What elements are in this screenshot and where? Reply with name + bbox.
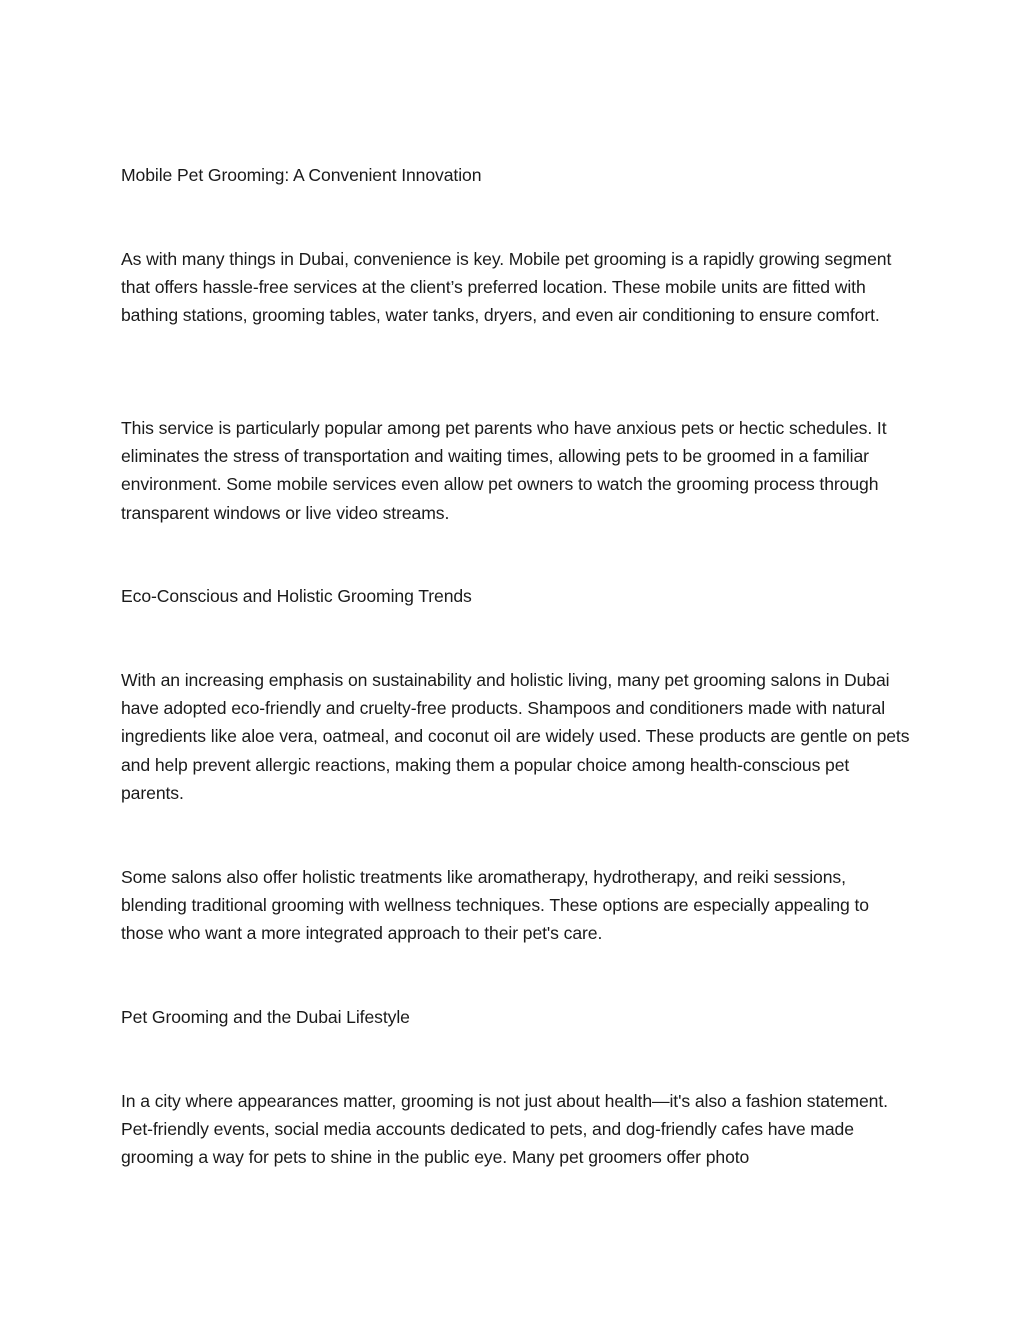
paragraph: With an increasing emphasis on sustainability and holistic living, many pet grooming salons in Dubai have adopted eco-friendly and cruelty-free products. Shampoos and conditioners made with natural ingredients like aloe vera, oatmeal, and coconut oil are widely used. These products are gentle on pets and help prevent allergic reactions, making them a popular choice among health-conscious pet parents. bbox=[121, 670, 910, 803]
paragraph: In a city where appearances matter, grooming is not just about health—it's also a fashion statement. Pet-friendly events, social media accounts dedicated to pets, and dog-friendly cafes have made grooming a way for pets to shine in the public eye. Many pet groomers offer photo bbox=[121, 1091, 888, 1168]
section-heading-mobile-grooming: Mobile Pet Grooming: A Convenient Innovation bbox=[121, 165, 482, 185]
paragraph: Some salons also offer holistic treatments like aromatherapy, hydrotherapy, and reiki sessions, blending traditional grooming with wellness techniques. These options are especially appealing to those who want a more integrated approach to their pet's care. bbox=[121, 867, 869, 944]
section-heading-dubai-lifestyle: Pet Grooming and the Dubai Lifestyle bbox=[121, 1007, 410, 1027]
paragraph: As with many things in Dubai, convenience is key. Mobile pet grooming is a rapidly growing segment that offers hassle-free services at the client’s preferred location. These mobile units are fitted with bathing stations, grooming tables, water tanks, dryers, and even air conditioning to ensure comfort. bbox=[121, 249, 892, 326]
section-heading-eco-conscious: Eco-Conscious and Holistic Grooming Trends bbox=[121, 586, 472, 606]
paragraph: This service is particularly popular among pet parents who have anxious pets or hectic schedules. It eliminates the stress of transportation and waiting times, allowing pets to be groomed in a familiar environment. Some mobile services even allow pet owners to watch the grooming process through transparent windows or live video streams. bbox=[121, 418, 887, 523]
